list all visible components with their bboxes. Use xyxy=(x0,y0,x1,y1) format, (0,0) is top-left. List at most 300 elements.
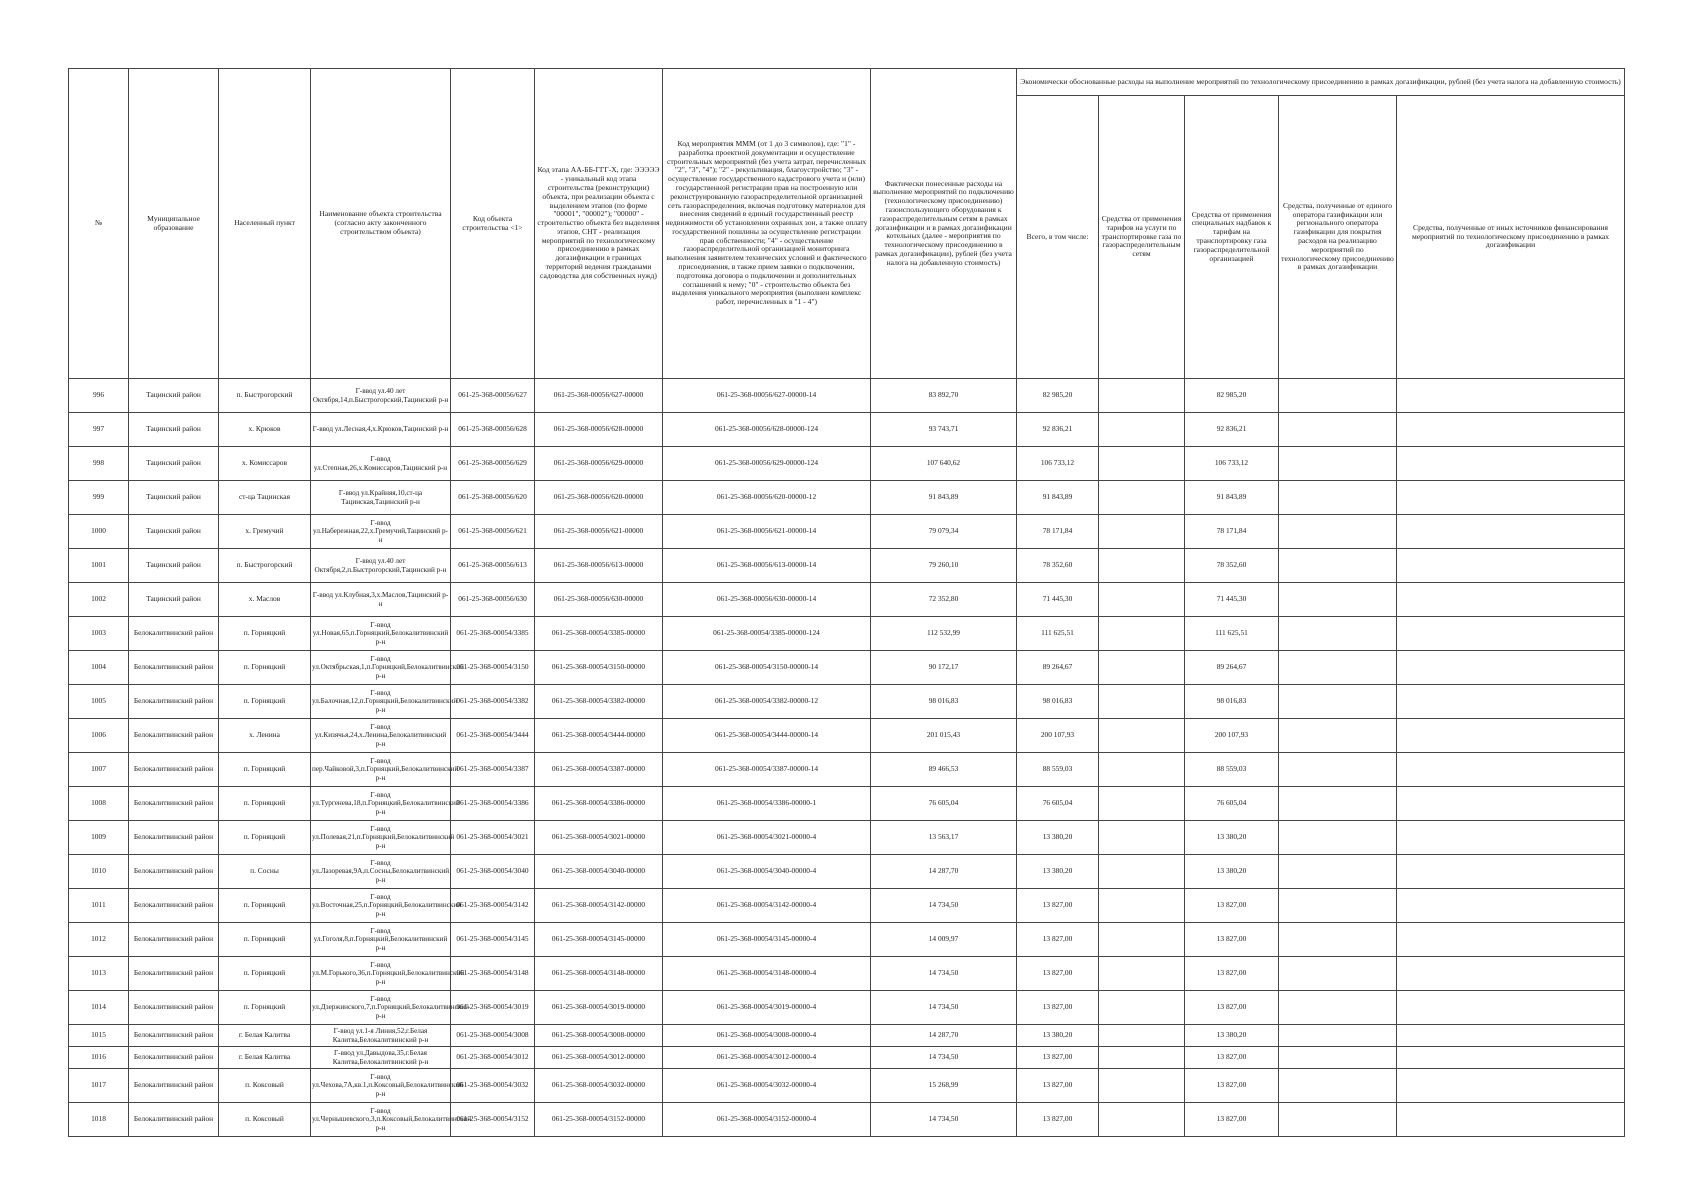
cell-other-sources xyxy=(1397,549,1625,583)
table-row xyxy=(69,1069,1625,1103)
cell-stage-code: 061-25-368-00054/3008-00000 xyxy=(535,1025,663,1047)
cell-other-sources xyxy=(1397,685,1625,719)
cell-actual-costs: 89 466,53 xyxy=(871,753,1017,787)
cell-municipality: Тацинский район xyxy=(129,549,219,583)
cell-event-code: 061-25-368-00056/613-00000-14 xyxy=(663,549,871,583)
cell-object-name: Г-ввод ул.Кизячья,24,х.Ленина,Белокалитвинский р-н xyxy=(311,719,451,753)
cell-num: 1014 xyxy=(69,991,129,1025)
cell-settlement: п. Горняцкий xyxy=(219,957,311,991)
table-row xyxy=(69,447,1625,481)
cell-other-sources xyxy=(1397,1103,1625,1137)
cell-tariff-transport xyxy=(1099,753,1185,787)
table-row xyxy=(69,1025,1625,1047)
cell-object-name: Г-ввод ул.40 лет Октября,14,п.Быстрогорский,Тацинский р-н xyxy=(311,379,451,413)
cell-object-code: 061-25-368-00054/3019 xyxy=(451,991,535,1025)
table-row xyxy=(69,957,1625,991)
table-row xyxy=(69,719,1625,753)
cell-actual-costs: 79 079,34 xyxy=(871,515,1017,549)
cell-object-code: 061-25-368-00054/3444 xyxy=(451,719,535,753)
cell-object-name: Г-ввод ул.Балочная,12,п.Горняцкий,Белокалитвинский р-н xyxy=(311,685,451,719)
table-row xyxy=(69,549,1625,583)
cell-object-name: Г-ввод ул.Гоголя,8,п.Горняцкий,Белокалитвинский р-н xyxy=(311,923,451,957)
cell-stage-code: 061-25-368-00056/620-00000 xyxy=(535,481,663,515)
cell-municipality: Тацинский район xyxy=(129,447,219,481)
cell-other-sources xyxy=(1397,515,1625,549)
cell-settlement: п. Горняцкий xyxy=(219,617,311,651)
cell-num: 1012 xyxy=(69,923,129,957)
cell-num: 1015 xyxy=(69,1025,129,1047)
cell-municipality: Белокалитвинский район xyxy=(129,821,219,855)
cell-special-markup: 13 827,00 xyxy=(1185,957,1279,991)
cell-tariff-transport xyxy=(1099,1025,1185,1047)
cell-actual-costs: 72 352,80 xyxy=(871,583,1017,617)
cell-total: 98 016,83 xyxy=(1017,685,1099,719)
table-row xyxy=(69,821,1625,855)
cell-object-code: 061-25-368-00056/629 xyxy=(451,447,535,481)
cell-event-code: 061-25-368-00054/3386-00000-1 xyxy=(663,787,871,821)
cell-event-code: 061-25-368-00056/621-00000-14 xyxy=(663,515,871,549)
cell-other-sources xyxy=(1397,379,1625,413)
cell-special-markup: 200 107,93 xyxy=(1185,719,1279,753)
cell-tariff-transport xyxy=(1099,821,1185,855)
cell-total: 82 985,20 xyxy=(1017,379,1099,413)
cell-event-code: 061-25-368-00054/3021-00000-4 xyxy=(663,821,871,855)
cell-object-code: 061-25-368-00054/3150 xyxy=(451,651,535,685)
cell-total: 88 559,03 xyxy=(1017,753,1099,787)
cell-special-markup: 13 827,00 xyxy=(1185,889,1279,923)
cell-actual-costs: 14 287,70 xyxy=(871,855,1017,889)
cell-special-markup: 71 445,30 xyxy=(1185,583,1279,617)
cell-stage-code: 061-25-368-00054/3385-00000 xyxy=(535,617,663,651)
cell-total: 13 380,20 xyxy=(1017,855,1099,889)
cell-actual-costs: 14 734,50 xyxy=(871,1103,1017,1137)
cell-object-name: Г-ввод ул.Полевая,21,п.Горняцкий,Белокалитвинский р-н xyxy=(311,821,451,855)
cell-event-code: 061-25-368-00056/629-00000-124 xyxy=(663,447,871,481)
cell-object-name: Г-ввод ул.Чехова,7А,кв.1,п.Коксовый,Белокалитвинский р-н xyxy=(311,1069,451,1103)
cell-municipality: Белокалитвинский район xyxy=(129,991,219,1025)
cell-total: 78 352,60 xyxy=(1017,549,1099,583)
cell-total: 78 171,84 xyxy=(1017,515,1099,549)
cell-total: 13 827,00 xyxy=(1017,923,1099,957)
cell-other-sources xyxy=(1397,855,1625,889)
cell-other-sources xyxy=(1397,1069,1625,1103)
cell-other-sources xyxy=(1397,719,1625,753)
cell-municipality: Белокалитвинский район xyxy=(129,855,219,889)
cell-operator-funds xyxy=(1279,413,1397,447)
cell-actual-costs: 14 734,50 xyxy=(871,889,1017,923)
cell-object-code: 061-25-368-00054/3008 xyxy=(451,1025,535,1047)
cell-stage-code: 061-25-368-00054/3152-00000 xyxy=(535,1103,663,1137)
table-row xyxy=(69,991,1625,1025)
cell-num: 1007 xyxy=(69,753,129,787)
cell-other-sources xyxy=(1397,889,1625,923)
table-row xyxy=(69,685,1625,719)
cell-tariff-transport xyxy=(1099,1103,1185,1137)
cell-actual-costs: 14 734,50 xyxy=(871,991,1017,1025)
cell-total: 200 107,93 xyxy=(1017,719,1099,753)
cell-object-name: Г-ввод ул.Лазоревая,9А,п.Сосны,Белокалитвинский р-н xyxy=(311,855,451,889)
cell-actual-costs: 14 734,50 xyxy=(871,1047,1017,1069)
cell-object-name: Г-ввод ул.Тургенева,18,п.Горняцкий,Белокалитвинский р-н xyxy=(311,787,451,821)
cell-stage-code: 061-25-368-00054/3444-00000 xyxy=(535,719,663,753)
cell-stage-code: 061-25-368-00054/3387-00000 xyxy=(535,753,663,787)
cell-operator-funds xyxy=(1279,991,1397,1025)
cell-total: 76 605,04 xyxy=(1017,787,1099,821)
cell-settlement: п. Горняцкий xyxy=(219,821,311,855)
cell-num: 1018 xyxy=(69,1103,129,1137)
header-object-name: Наименование объекта строительства (согласно акту законченного строительством объекта) xyxy=(311,69,451,379)
cell-municipality: Белокалитвинский район xyxy=(129,1103,219,1137)
cell-settlement: х. Ленина xyxy=(219,719,311,753)
cell-actual-costs: 98 016,83 xyxy=(871,685,1017,719)
cell-municipality: Белокалитвинский район xyxy=(129,957,219,991)
cell-event-code: 061-25-368-00054/3008-00000-4 xyxy=(663,1025,871,1047)
cell-special-markup: 88 559,03 xyxy=(1185,753,1279,787)
cell-settlement: п. Горняцкий xyxy=(219,889,311,923)
cell-settlement: п. Горняцкий xyxy=(219,651,311,685)
cell-other-sources xyxy=(1397,821,1625,855)
cell-tariff-transport xyxy=(1099,1069,1185,1103)
table-row xyxy=(69,515,1625,549)
cell-stage-code: 061-25-368-00054/3012-00000 xyxy=(535,1047,663,1069)
cell-num: 1006 xyxy=(69,719,129,753)
table-row xyxy=(69,413,1625,447)
cell-num: 1013 xyxy=(69,957,129,991)
cell-tariff-transport xyxy=(1099,481,1185,515)
cell-special-markup: 13 380,20 xyxy=(1185,821,1279,855)
cell-object-code: 061-25-368-00056/621 xyxy=(451,515,535,549)
cell-municipality: Белокалитвинский район xyxy=(129,923,219,957)
cell-total: 89 264,67 xyxy=(1017,651,1099,685)
cell-operator-funds xyxy=(1279,923,1397,957)
cell-settlement: п. Горняцкий xyxy=(219,753,311,787)
cell-actual-costs: 90 172,17 xyxy=(871,651,1017,685)
cell-stage-code: 061-25-368-00056/630-00000 xyxy=(535,583,663,617)
cell-municipality: Тацинский район xyxy=(129,583,219,617)
cell-municipality: Тацинский район xyxy=(129,413,219,447)
cell-tariff-transport xyxy=(1099,447,1185,481)
cell-other-sources xyxy=(1397,923,1625,957)
cell-object-code: 061-25-368-00054/3145 xyxy=(451,923,535,957)
cell-total: 106 733,12 xyxy=(1017,447,1099,481)
cell-num: 996 xyxy=(69,379,129,413)
cell-municipality: Белокалитвинский район xyxy=(129,617,219,651)
cell-municipality: Белокалитвинский район xyxy=(129,1047,219,1069)
cell-settlement: п. Горняцкий xyxy=(219,923,311,957)
cell-object-code: 061-25-368-00056/627 xyxy=(451,379,535,413)
cell-num: 1001 xyxy=(69,549,129,583)
cell-actual-costs: 91 843,89 xyxy=(871,481,1017,515)
cell-stage-code: 061-25-368-00054/3142-00000 xyxy=(535,889,663,923)
cell-special-markup: 78 352,60 xyxy=(1185,549,1279,583)
cell-object-name: Г-ввод ул.М.Горького,36,п.Горняцкий,Белокалитвинский р-н xyxy=(311,957,451,991)
cell-municipality: Белокалитвинский район xyxy=(129,753,219,787)
cell-operator-funds xyxy=(1279,957,1397,991)
cell-actual-costs: 83 892,70 xyxy=(871,379,1017,413)
cell-event-code: 061-25-368-00056/630-00000-14 xyxy=(663,583,871,617)
header-event-code: Код мероприятия МММ (от 1 до 3 символов), где: "1" - разработка проектной документации и осуществление строительных мероприятий (без учета затрат, перечисленных "2", "3", "4"); "2" - рекультивация, благоустройство; "3" - осуществление государственного кадастрового учета и (или) государственной регистрации прав на построенную или реконструированную газораспределительной организацией сеть газораспределения, включая подготовку материалов для внесения сведений в единый государственный реестр недвижимости об установлении охранных зон, а также оплату государственной пошлины за осуществление регистрации прав собственности; "4" - осуществление газораспределительной организацией мониторинга выполнения заявителем технических условий и фактического присоединения, в также прием заявки о подключении, подготовка договора о подключении и дополнительных соглашений к нему; "0" - строительство объекта без выделения уникального мероприятия (выполнен комплекс работ, перечисленных в "1 - 4") xyxy=(663,69,871,379)
cell-total: 111 625,51 xyxy=(1017,617,1099,651)
table-row xyxy=(69,855,1625,889)
cell-tariff-transport xyxy=(1099,923,1185,957)
cell-other-sources xyxy=(1397,413,1625,447)
cell-municipality: Тацинский район xyxy=(129,481,219,515)
cell-other-sources xyxy=(1397,617,1625,651)
cell-total: 13 827,00 xyxy=(1017,1103,1099,1137)
cell-object-code: 061-25-368-00054/3387 xyxy=(451,753,535,787)
cell-event-code: 061-25-368-00054/3148-00000-4 xyxy=(663,957,871,991)
cell-other-sources xyxy=(1397,753,1625,787)
cell-total: 13 380,20 xyxy=(1017,1025,1099,1047)
cell-object-code: 061-25-368-00054/3021 xyxy=(451,821,535,855)
table-body xyxy=(69,379,1625,1137)
cell-actual-costs: 76 605,04 xyxy=(871,787,1017,821)
cell-object-code: 061-25-368-00054/3152 xyxy=(451,1103,535,1137)
cell-operator-funds xyxy=(1279,515,1397,549)
cell-settlement: п. Сосны xyxy=(219,855,311,889)
cell-actual-costs: 15 268,99 xyxy=(871,1069,1017,1103)
cell-municipality: Белокалитвинский район xyxy=(129,889,219,923)
table-row xyxy=(69,923,1625,957)
header-total: Всего, в том числе: xyxy=(1017,96,1099,379)
cell-special-markup: 13 827,00 xyxy=(1185,1047,1279,1069)
cell-settlement: п. Коксовый xyxy=(219,1069,311,1103)
cell-settlement: п. Быстрогорский xyxy=(219,379,311,413)
cell-num: 1008 xyxy=(69,787,129,821)
cell-num: 997 xyxy=(69,413,129,447)
cell-stage-code: 061-25-368-00054/3382-00000 xyxy=(535,685,663,719)
cell-municipality: Белокалитвинский район xyxy=(129,1025,219,1047)
cell-actual-costs: 79 260,10 xyxy=(871,549,1017,583)
cell-event-code: 061-25-368-00054/3142-00000-4 xyxy=(663,889,871,923)
cell-total: 92 836,21 xyxy=(1017,413,1099,447)
cell-special-markup: 13 827,00 xyxy=(1185,923,1279,957)
cell-other-sources xyxy=(1397,1047,1625,1069)
cell-event-code: 061-25-368-00054/3040-00000-4 xyxy=(663,855,871,889)
cell-num: 1009 xyxy=(69,821,129,855)
cell-tariff-transport xyxy=(1099,957,1185,991)
cell-operator-funds xyxy=(1279,787,1397,821)
table-row xyxy=(69,583,1625,617)
cell-settlement: ст-ца Тацинская xyxy=(219,481,311,515)
cell-other-sources xyxy=(1397,787,1625,821)
cell-stage-code: 061-25-368-00054/3032-00000 xyxy=(535,1069,663,1103)
cell-settlement: п. Горняцкий xyxy=(219,685,311,719)
cell-num: 1017 xyxy=(69,1069,129,1103)
cell-operator-funds xyxy=(1279,447,1397,481)
cell-stage-code: 061-25-368-00054/3040-00000 xyxy=(535,855,663,889)
cell-settlement: п. Горняцкий xyxy=(219,787,311,821)
table-row xyxy=(69,481,1625,515)
cell-object-code: 061-25-368-00056/630 xyxy=(451,583,535,617)
cell-num: 1002 xyxy=(69,583,129,617)
cell-event-code: 061-25-368-00054/3012-00000-4 xyxy=(663,1047,871,1069)
cell-object-name: Г-ввод ул.Октябрьская,1,п.Горняцкий,Белокалитвинский р-н xyxy=(311,651,451,685)
cell-settlement: г. Белая Калитва xyxy=(219,1025,311,1047)
cell-special-markup: 78 171,84 xyxy=(1185,515,1279,549)
table-row xyxy=(69,753,1625,787)
cell-object-name: Г-ввод ул.Крайняя,10,ст-ца Тацинская,Тацинский р-н xyxy=(311,481,451,515)
cell-tariff-transport xyxy=(1099,889,1185,923)
cell-object-code: 061-25-368-00054/3386 xyxy=(451,787,535,821)
cell-operator-funds xyxy=(1279,481,1397,515)
cell-stage-code: 061-25-368-00056/613-00000 xyxy=(535,549,663,583)
cell-municipality: Тацинский район xyxy=(129,379,219,413)
cell-tariff-transport xyxy=(1099,651,1185,685)
cell-settlement: п. Быстрогорский xyxy=(219,549,311,583)
cell-stage-code: 061-25-368-00054/3019-00000 xyxy=(535,991,663,1025)
cell-num: 1000 xyxy=(69,515,129,549)
cell-settlement: х. Гремучий xyxy=(219,515,311,549)
cell-tariff-transport xyxy=(1099,617,1185,651)
cell-total: 13 827,00 xyxy=(1017,889,1099,923)
cell-actual-costs: 14 734,50 xyxy=(871,957,1017,991)
cell-object-name: Г-ввод пер.Чайковой,3,п.Горняцкий,Белокалитвинский р-н xyxy=(311,753,451,787)
cell-municipality: Тацинский район xyxy=(129,515,219,549)
table-row xyxy=(69,1103,1625,1137)
cell-object-code: 061-25-368-00056/628 xyxy=(451,413,535,447)
cell-other-sources xyxy=(1397,957,1625,991)
header-object-code: Код объекта строительства <1> xyxy=(451,69,535,379)
cell-event-code: 061-25-368-00054/3032-00000-4 xyxy=(663,1069,871,1103)
cell-operator-funds xyxy=(1279,685,1397,719)
cell-object-code: 061-25-368-00054/3012 xyxy=(451,1047,535,1069)
cell-event-code: 061-25-368-00056/628-00000-124 xyxy=(663,413,871,447)
cell-stage-code: 061-25-368-00056/621-00000 xyxy=(535,515,663,549)
header-operator-funds: Средства, полученные от единого оператора газификации или регионального оператора газификации для покрытия расходов на реализацию мероприятий по технологическому присоединению в рамках догазификации xyxy=(1279,96,1397,379)
cell-municipality: Белокалитвинский район xyxy=(129,719,219,753)
cell-object-name: Г-ввод ул.Новая,65,п.Горняцкий,Белокалитвинский р-н xyxy=(311,617,451,651)
cell-stage-code: 061-25-368-00056/627-00000 xyxy=(535,379,663,413)
cell-tariff-transport xyxy=(1099,991,1185,1025)
cell-stage-code: 061-25-368-00054/3145-00000 xyxy=(535,923,663,957)
cell-event-code: 061-25-368-00056/627-00000-14 xyxy=(663,379,871,413)
cell-stage-code: 061-25-368-00056/629-00000 xyxy=(535,447,663,481)
cell-other-sources xyxy=(1397,447,1625,481)
header-municipality: Муниципальное образование xyxy=(129,69,219,379)
cell-num: 1010 xyxy=(69,855,129,889)
table-header xyxy=(69,69,1625,379)
cell-total: 71 445,30 xyxy=(1017,583,1099,617)
gasification-cost-table xyxy=(68,68,1625,1137)
cell-object-name: Г-ввод ул.1-я Линия,52,г.Белая Калитва,Белокалитвинский р-н xyxy=(311,1025,451,1047)
table-row xyxy=(69,379,1625,413)
cell-special-markup: 92 836,21 xyxy=(1185,413,1279,447)
cell-operator-funds xyxy=(1279,753,1397,787)
cell-actual-costs: 13 563,17 xyxy=(871,821,1017,855)
cell-stage-code: 061-25-368-00054/3148-00000 xyxy=(535,957,663,991)
cell-num: 1005 xyxy=(69,685,129,719)
cell-special-markup: 13 827,00 xyxy=(1185,1069,1279,1103)
header-num: № xyxy=(69,69,129,379)
cell-settlement: х. Маслов xyxy=(219,583,311,617)
cell-object-code: 061-25-368-00054/3032 xyxy=(451,1069,535,1103)
cell-object-name: Г-ввод ул.40 лет Октября,2,п.Быстрогорский,Тацинский р-н xyxy=(311,549,451,583)
cell-total: 13 827,00 xyxy=(1017,1047,1099,1069)
cell-special-markup: 13 827,00 xyxy=(1185,1103,1279,1137)
cell-event-code: 061-25-368-00054/3145-00000-4 xyxy=(663,923,871,957)
cell-num: 1011 xyxy=(69,889,129,923)
cell-settlement: п. Коксовый xyxy=(219,1103,311,1137)
cell-object-name: Г-ввод ул.Восточная,25,п.Горняцкий,Белокалитвинский р-н xyxy=(311,889,451,923)
table-row xyxy=(69,889,1625,923)
table-row xyxy=(69,1047,1625,1069)
cell-settlement: х. Крюков xyxy=(219,413,311,447)
cell-stage-code: 061-25-368-00054/3150-00000 xyxy=(535,651,663,685)
cell-object-name: Г-ввод ул.Чернышевского,3,п.Коксовый,Белокалитвинский р-н xyxy=(311,1103,451,1137)
cell-operator-funds xyxy=(1279,651,1397,685)
cell-special-markup: 89 264,67 xyxy=(1185,651,1279,685)
cell-stage-code: 061-25-368-00054/3021-00000 xyxy=(535,821,663,855)
cell-other-sources xyxy=(1397,583,1625,617)
header-other-sources: Средства, полученные от иных источников финансирования мероприятий по технологическому присоединению в рамках догазификации xyxy=(1397,96,1625,379)
cell-total: 91 843,89 xyxy=(1017,481,1099,515)
cell-object-code: 061-25-368-00056/620 xyxy=(451,481,535,515)
cell-municipality: Белокалитвинский район xyxy=(129,651,219,685)
cell-operator-funds xyxy=(1279,1025,1397,1047)
cell-special-markup: 13 827,00 xyxy=(1185,991,1279,1025)
cell-actual-costs: 14 287,70 xyxy=(871,1025,1017,1047)
cell-stage-code: 061-25-368-00054/3386-00000 xyxy=(535,787,663,821)
cell-special-markup: 98 016,83 xyxy=(1185,685,1279,719)
header-stage-code: Код этапа АА-ББ-ГГГ-Х, где: ЭЭЭЭЭ - уникальный код этапа строительства (реконструкции) объекта, при реализации объекта с выделением этапов (по форме "00001", "00002"); "00000" - строительство объекта без выделения этапов, СНТ - реализация мероприятий по технологическому присоединению в рамках догазификации в границах территорий ведения гражданами садоводства для собственных нужд) xyxy=(535,69,663,379)
cell-tariff-transport xyxy=(1099,855,1185,889)
cell-event-code: 061-25-368-00054/3387-00000-14 xyxy=(663,753,871,787)
cell-municipality: Белокалитвинский район xyxy=(129,787,219,821)
cell-tariff-transport xyxy=(1099,379,1185,413)
cell-operator-funds xyxy=(1279,617,1397,651)
cell-tariff-transport xyxy=(1099,413,1185,447)
cell-num: 1016 xyxy=(69,1047,129,1069)
cell-actual-costs: 112 532,99 xyxy=(871,617,1017,651)
cell-tariff-transport xyxy=(1099,515,1185,549)
header-tariff-transport: Средства от применения тарифов на услуги по транспортировке газа по газораспределительным сетям xyxy=(1099,96,1185,379)
cell-object-name: Г-ввод ул.Степная,26,х.Комиссаров,Тацинский р-н xyxy=(311,447,451,481)
cell-actual-costs: 107 640,62 xyxy=(871,447,1017,481)
cell-event-code: 061-25-368-00054/3150-00000-14 xyxy=(663,651,871,685)
cell-operator-funds xyxy=(1279,889,1397,923)
cell-settlement: х. Комиссаров xyxy=(219,447,311,481)
cell-stage-code: 061-25-368-00056/628-00000 xyxy=(535,413,663,447)
header-group-economic-costs: Экономически обоснованные расходы на выполнение мероприятий по технологическому присоединению в рамках догазификации, рублей (без учета налога на добавленную стоимость) xyxy=(1017,69,1625,96)
cell-municipality: Белокалитвинский район xyxy=(129,685,219,719)
cell-operator-funds xyxy=(1279,1069,1397,1103)
header-special-markup: Средства от применения специальных надбавок к тарифам на транспортировку газа газораспределительной организацией xyxy=(1185,96,1279,379)
cell-object-code: 061-25-368-00056/613 xyxy=(451,549,535,583)
cell-operator-funds xyxy=(1279,719,1397,753)
cell-special-markup: 106 733,12 xyxy=(1185,447,1279,481)
cell-object-code: 061-25-368-00054/3142 xyxy=(451,889,535,923)
header-actual-costs: Фактически понесенные расходы на выполнение мероприятий по подключению (технологическому присоединению) газоиспользующего оборудования к газораспределительным сетям в рамках догазификации и в рамках догазификации котельных (далее - мероприятия по технологическому присоединению в рамках догазификации), рублей (без учета налога на добавленную стоимость) xyxy=(871,69,1017,379)
cell-other-sources xyxy=(1397,991,1625,1025)
cell-tariff-transport xyxy=(1099,549,1185,583)
cell-special-markup: 76 605,04 xyxy=(1185,787,1279,821)
cell-other-sources xyxy=(1397,481,1625,515)
table-row xyxy=(69,787,1625,821)
cell-object-name: Г-ввод ул.Дзержинского,7,п.Горняцкий,Белокалитвинский р-н xyxy=(311,991,451,1025)
cell-special-markup: 91 843,89 xyxy=(1185,481,1279,515)
cell-special-markup: 82 985,20 xyxy=(1185,379,1279,413)
cell-event-code: 061-25-368-00056/620-00000-12 xyxy=(663,481,871,515)
cell-actual-costs: 93 743,71 xyxy=(871,413,1017,447)
cell-operator-funds xyxy=(1279,379,1397,413)
cell-event-code: 061-25-368-00054/3385-00000-124 xyxy=(663,617,871,651)
cell-other-sources xyxy=(1397,651,1625,685)
cell-object-name: Г-ввод ул.Клубная,3,х.Маслов,Тацинский р-н xyxy=(311,583,451,617)
cell-object-name: Г-ввод ул.Набережная,22,х.Гремучий,Тацинский р-н xyxy=(311,515,451,549)
cell-special-markup: 13 380,20 xyxy=(1185,855,1279,889)
cell-event-code: 061-25-368-00054/3444-00000-14 xyxy=(663,719,871,753)
